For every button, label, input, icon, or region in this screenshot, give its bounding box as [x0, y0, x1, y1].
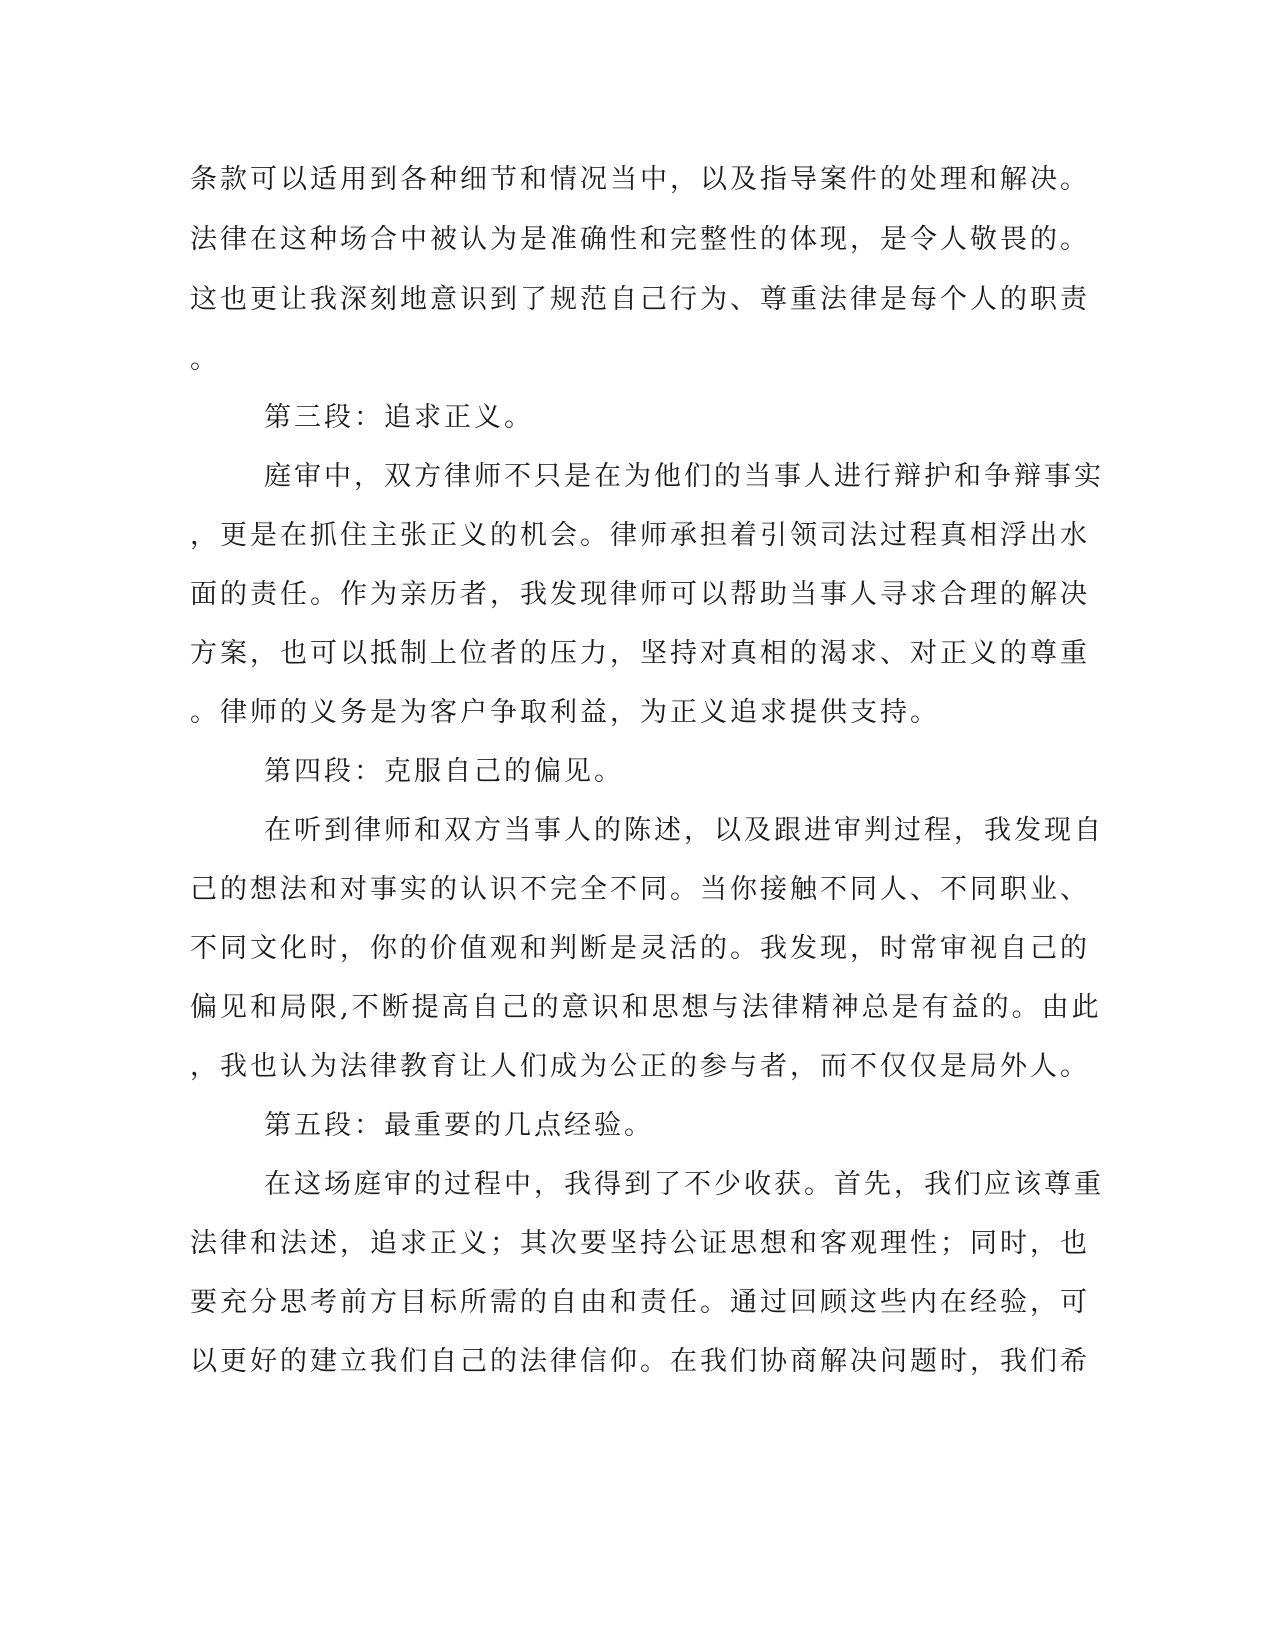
section-heading: 第四段：克服自己的偏见。 — [264, 756, 624, 787]
paragraph-line: 。律师的义务是为客户争取利益，为正义追求提供支持。 — [190, 697, 940, 728]
paragraph-line: 法律和法述，追求正义；其次要坚持公证思想和客观理性；同时，也 — [190, 1228, 1090, 1259]
section-heading: 第五段：最重要的几点经验。 — [264, 1110, 654, 1141]
paragraph-line: ，更是在抓住主张正义的机会。律师承担着引领司法过程真相浮出水 — [190, 520, 1090, 551]
paragraph-line: 。 — [190, 344, 220, 375]
paragraph-line: 不同文化时，你的价值观和判断是灵活的。我发现，时常审视自己的 — [190, 933, 1090, 964]
paragraph-line: 这也更让我深刻地意识到了规范自己行为、尊重法律是每个人的职责 — [190, 284, 1090, 315]
paragraph-line: 方案，也可以抵制上位者的压力，坚持对真相的渴求、对正义的尊重 — [190, 638, 1090, 669]
paragraph-line: 法律在这种场合中被认为是准确性和完整性的体现，是令人敬畏的。 — [190, 224, 1090, 255]
paragraph-line: 以更好的建立我们自己的法律信仰。在我们协商解决问题时，我们希 — [190, 1346, 1090, 1377]
paragraph-line: ，我也认为法律教育让人们成为公正的参与者，而不仅仅是局外人。 — [190, 1051, 1090, 1082]
paragraph-line: 面的责任。作为亲历者，我发现律师可以帮助当事人寻求合理的解决 — [190, 579, 1090, 610]
paragraph-line: 庭审中，双方律师不只是在为他们的当事人进行辩护和争辩事实 — [264, 461, 1104, 492]
paragraph-line: 偏见和局限,不断提高自己的意识和思想与法律精神总是有益的。由此 — [190, 992, 1102, 1023]
paragraph-line: 在听到律师和双方当事人的陈述，以及跟进审判过程，我发现自 — [264, 815, 1104, 846]
paragraph-line: 己的想法和对事实的认识不完全不同。当你接触不同人、不同职业、 — [190, 874, 1090, 905]
paragraph-line: 在这场庭审的过程中，我得到了不少收获。首先，我们应该尊重 — [264, 1169, 1104, 1200]
paragraph-line: 要充分思考前方目标所需的自由和责任。通过回顾这些内在经验，可 — [190, 1287, 1090, 1318]
section-heading: 第三段：追求正义。 — [264, 402, 534, 433]
paragraph-line: 条款可以适用到各种细节和情况当中，以及指导案件的处理和解决。 — [190, 164, 1090, 195]
